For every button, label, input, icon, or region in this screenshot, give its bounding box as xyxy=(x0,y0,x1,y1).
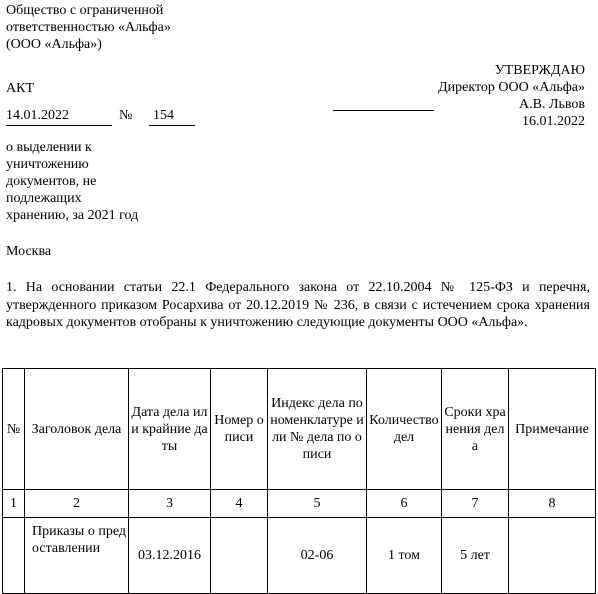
act-number: 154 xyxy=(149,107,195,126)
approval-position: Директор ООО «Альфа» xyxy=(438,80,585,95)
subject-line: уничтожению xyxy=(6,157,89,172)
header-cell: № xyxy=(3,369,25,490)
table-header-row xyxy=(3,369,596,490)
header-cell: Номер описи xyxy=(211,369,268,490)
header-cell: Индекс дела по номенклатуре или № дела по описи xyxy=(268,369,367,490)
column-number: 2 xyxy=(25,490,129,518)
header-cell: Сроки хранения дела xyxy=(442,369,509,490)
table-cell xyxy=(509,518,596,594)
signature-row xyxy=(438,96,585,113)
subject-line: подлежащих xyxy=(6,191,82,206)
column-number: 5 xyxy=(268,490,367,518)
documents-table xyxy=(2,368,596,594)
act-number-sign: № xyxy=(119,108,133,123)
table-cell: 03.12.2016 xyxy=(129,518,211,594)
subject-line: хранению, за 2021 год xyxy=(6,208,139,223)
org-name-line1: Общество с ограниченной xyxy=(6,3,164,18)
signature-line xyxy=(333,110,434,111)
org-short-name: (ООО «Альфа») xyxy=(6,37,102,52)
column-number: 1 xyxy=(3,490,25,518)
table-cell xyxy=(3,518,25,594)
column-number: 6 xyxy=(367,490,442,518)
act-title: АКТ xyxy=(6,81,34,96)
table-cell: 02-06 xyxy=(268,518,367,594)
approval-block xyxy=(438,62,585,130)
header-cell: Примечание xyxy=(509,369,596,490)
org-name-line2: ответственностью «Альфа» xyxy=(6,20,171,35)
approval-signer: А.В. Львов xyxy=(519,97,585,112)
table-row xyxy=(3,518,596,594)
subject-line: о выделении к xyxy=(6,140,92,155)
table-cell: 1 том xyxy=(367,518,442,594)
table-cell: 5 лет xyxy=(442,518,509,594)
act-paragraph: 1. На основании статьи 22.1 Федерального закона от 22.10.2004 № 125-ФЗ и перечня, утвержденного приказом Росархива от 20.12.2019 № 236, в связи с истечением срока хранения кадровых документов отобраны к уничтожению следующие документы ООО «Альфа». xyxy=(6,280,590,330)
act-subject xyxy=(6,139,138,224)
header-cell: Дата дела или крайние даты xyxy=(129,369,211,490)
approval-title: УТВЕРЖДАЮ xyxy=(494,63,585,78)
table-cell xyxy=(211,518,268,594)
column-number: 8 xyxy=(509,490,596,518)
act-city: Москва xyxy=(6,244,52,259)
column-number: 7 xyxy=(442,490,509,518)
table-cell: Приказы о предоставлении xyxy=(25,518,129,594)
header-cell: Заголовок дела xyxy=(25,369,129,490)
subject-line: документов, не xyxy=(6,174,97,189)
act-date: 14.01.2022 xyxy=(6,107,112,126)
column-number: 3 xyxy=(129,490,211,518)
column-number: 4 xyxy=(211,490,268,518)
approval-date: 16.01.2022 xyxy=(522,114,585,129)
header-cell: Количество дел xyxy=(367,369,442,490)
organization-block xyxy=(6,2,171,53)
column-number-row xyxy=(3,490,596,518)
